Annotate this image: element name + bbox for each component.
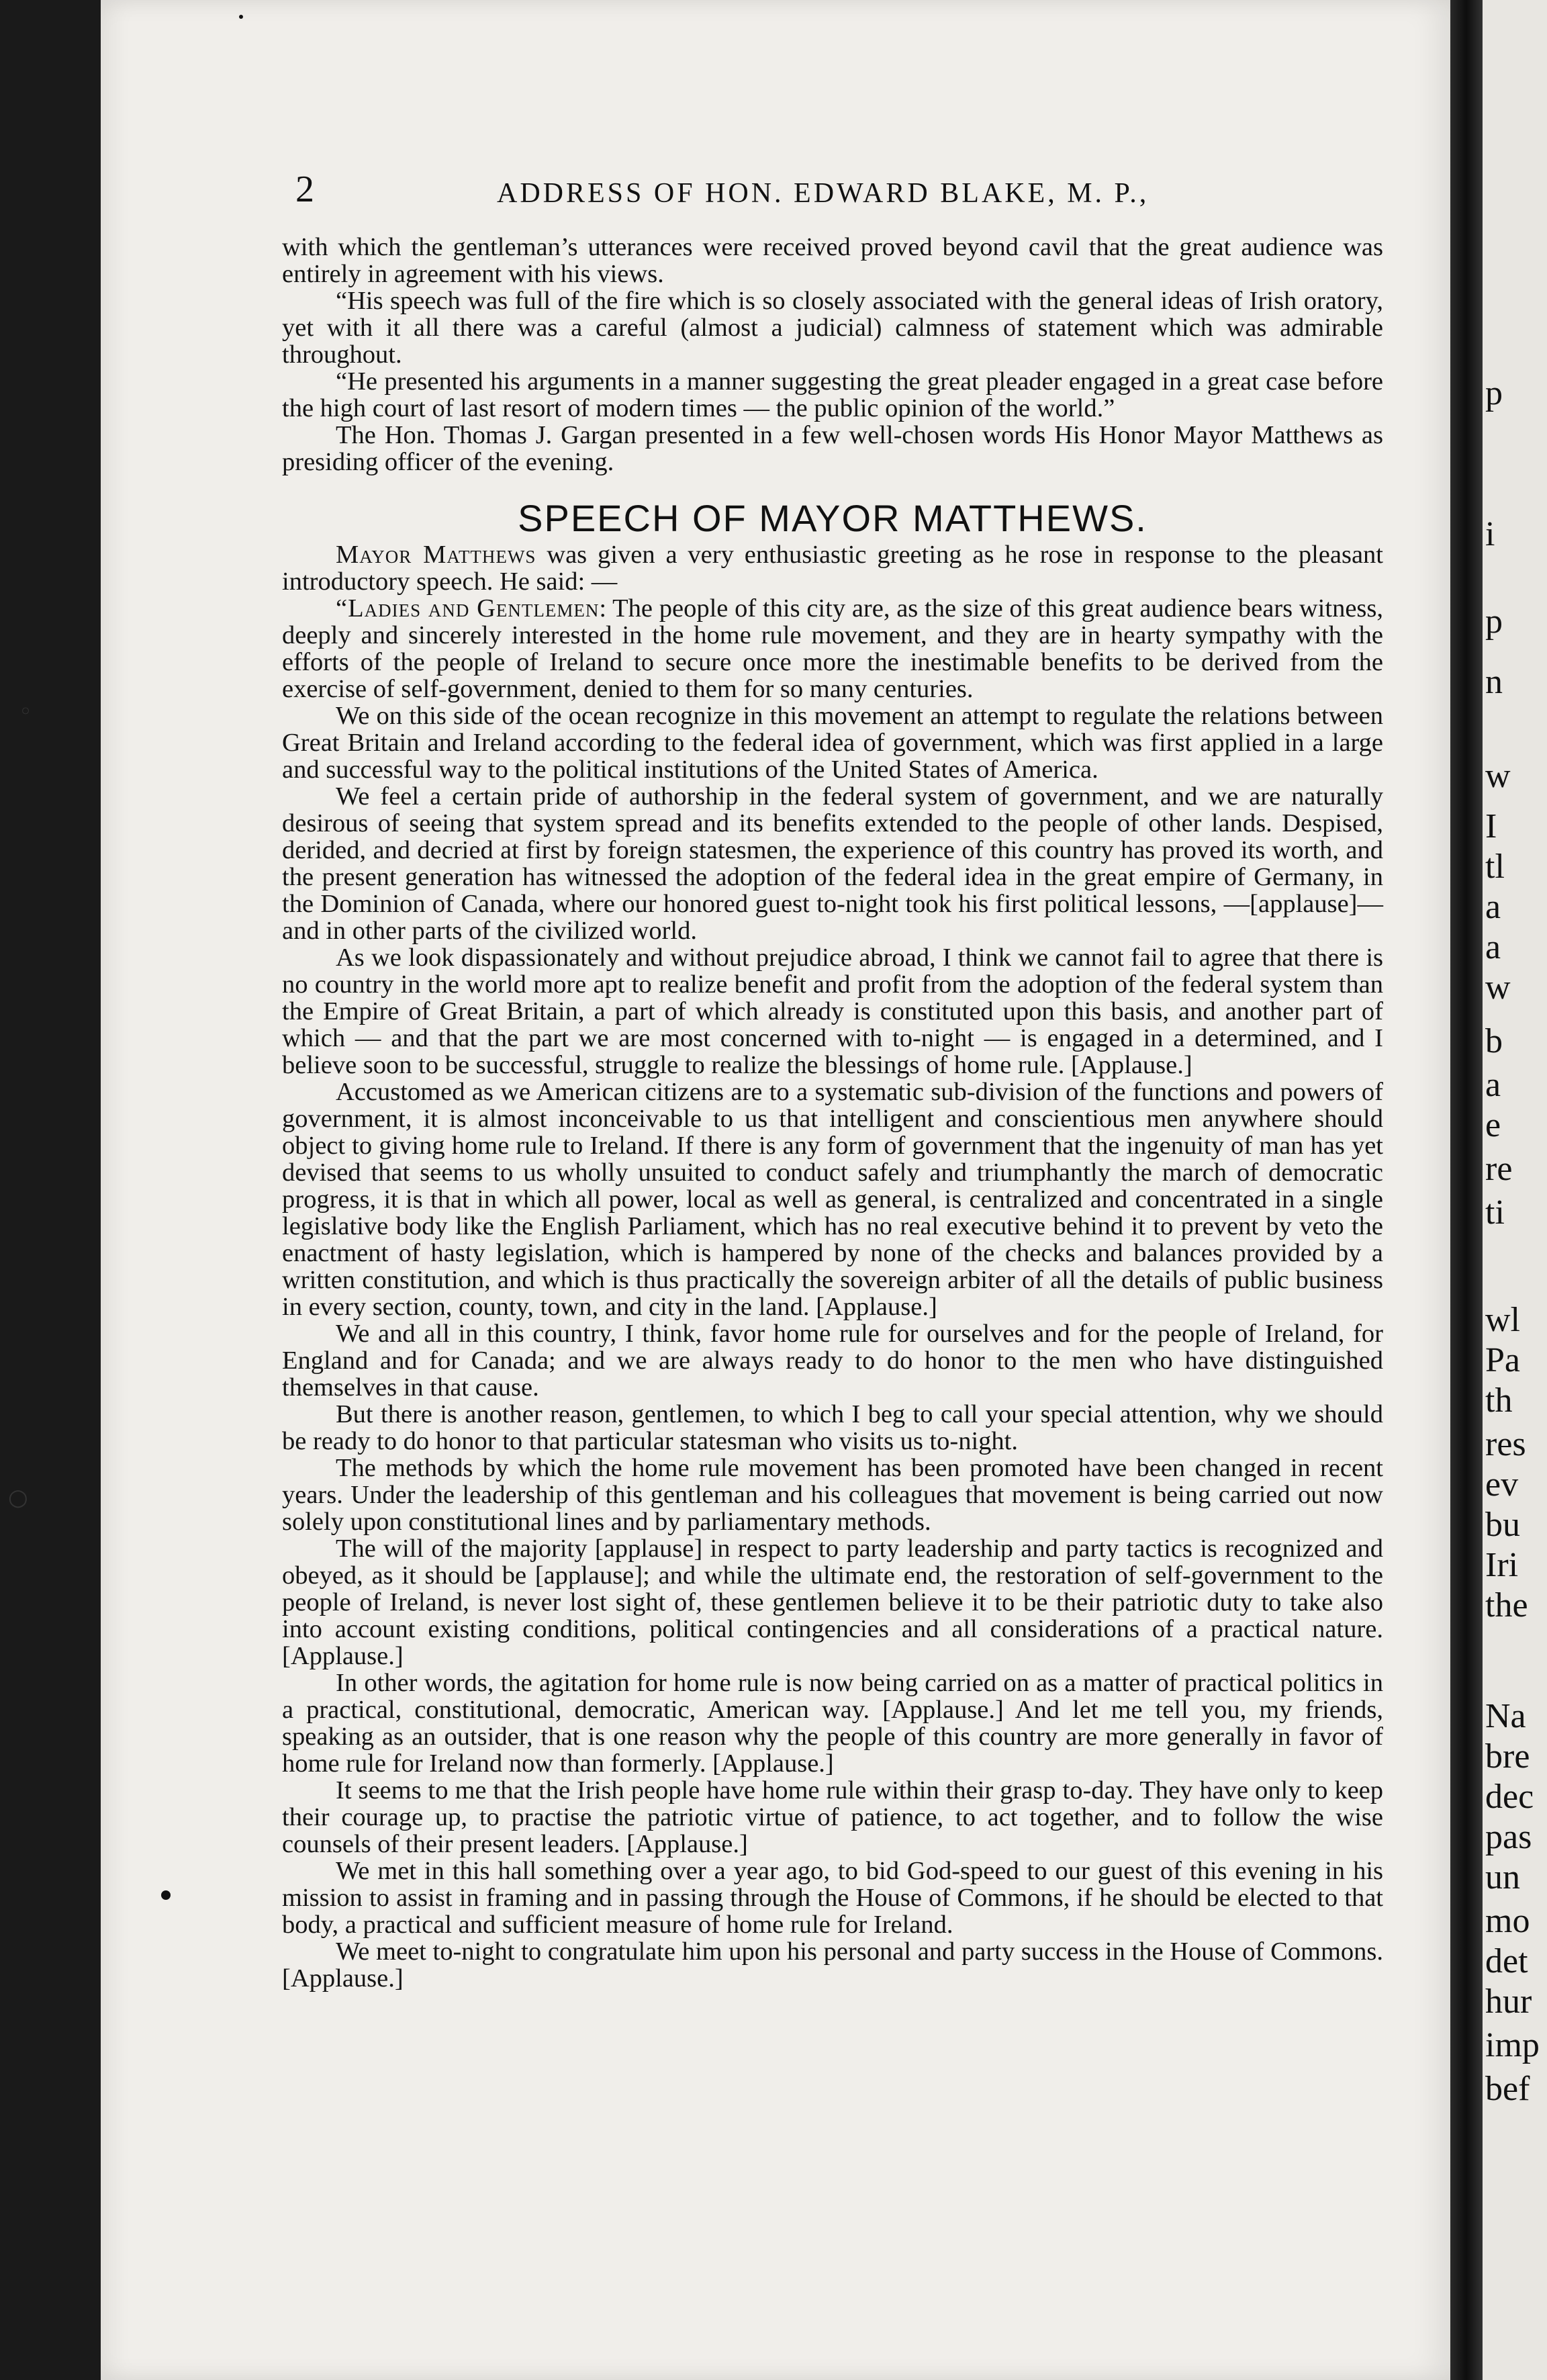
- intro-section: [282, 234, 1383, 475]
- facing-page-fragment: imp: [1485, 2026, 1540, 2064]
- facing-page-fragment: ti: [1485, 1193, 1505, 1232]
- facing-page-fragment: th: [1485, 1381, 1513, 1420]
- facing-page-fragment: a: [1485, 1066, 1501, 1104]
- ink-spot-icon: [161, 1890, 171, 1900]
- speech-paragraph: As we look dispassionately and without prejudice abroad, I think we cannot fail to agree that there is no country in the world more apt to realize benefit and profit from the adoption of the federal system than the Empire of Great Britain, a part of which already is constituted upon this basis, and another part of which — and that the part we are most concerned with to-night — is engaged in a determined, and I believe soon to be successful, struggle to realize the blessings of home rule. [Applause.]: [282, 944, 1383, 1079]
- facing-page-fragment: un: [1485, 1858, 1520, 1896]
- facing-page-fragment: e: [1485, 1106, 1501, 1144]
- facing-page-edge: [1483, 0, 1547, 2380]
- margin-ring-icon: ◦: [19, 698, 33, 725]
- intro-paragraph: “He presented his arguments in a manner suggesting the great pleader engaged in a great case before the high court of last resort of modern times — the public opinion of the world.”: [282, 367, 1383, 422]
- speech-paragraph: The methods by which the home rule movement has been promoted have been changed in recent years. Under the leadership of this gentleman and his colleagues that movement is being carried out now solely upon constitutional lines and by parliamentary methods.: [282, 1454, 1383, 1536]
- facing-page-fragment: dec: [1485, 1778, 1534, 1816]
- facing-page-fragment: n: [1485, 663, 1503, 701]
- facing-page-fragment: Na: [1485, 1697, 1526, 1735]
- facing-page-fragment: p: [1485, 374, 1503, 412]
- speech-paragraph: We feel a certain pride of authorship in the federal system of government, and we are naturally desirous of seeing that system spread and its benefits extended to the people of other lands. Despised, derided, and decried at first by foreign statesmen, the experience of this country has proved its worth, and the present generation has witnessed the adoption of the federal idea in the great empire of Germany, in the Dominion of Canada, where our honored guest to-night took his first political lessons, —[applause]— and in other parts of the civilized world.: [282, 782, 1383, 945]
- facing-page-fragment: pas: [1485, 1818, 1532, 1856]
- intro-paragraph: “His speech was full of the fire which is so closely associated with the general ideas of Irish oratory, yet with it all there was a careful (almost a judicial) calmness of statement which was admirable throughout.: [282, 287, 1383, 369]
- ink-speck-icon: [239, 15, 243, 19]
- running-head: ADDRESS OF HON. EDWARD BLAKE, M. P.,: [497, 178, 1150, 209]
- margin-circle-icon: ○: [8, 1484, 28, 1511]
- salutation: “Ladies and Gentlemen: [336, 594, 600, 623]
- speech-paragraph: But there is another reason, gentlemen, to which I beg to call your special attention, why we should be ready to do honor to that particular statesman who visits us to-night.: [282, 1400, 1383, 1455]
- speech-lead-paragraph: [282, 541, 1383, 595]
- book-gutter: [1450, 0, 1483, 2380]
- facing-page-fragment: bef: [1485, 2070, 1530, 2108]
- speech-paragraph: The will of the majority [applause] in respect to party leadership and party tactics is recognized and obeyed, as it should be [applause]; and while the ultimate end, the restoration of self-government to the people of Ireland, is never lost sight of, these gentlemen believe it to be their patriotic duty to take also into account existing conditions, political contingencies and all considerations of a practical nature. [Applause.]: [282, 1535, 1383, 1670]
- facing-page-fragment: wl: [1485, 1301, 1520, 1339]
- page-number: 2: [295, 169, 314, 210]
- facing-page-fragment: bu: [1485, 1506, 1520, 1544]
- facing-page-fragment: p: [1485, 602, 1503, 641]
- facing-page-fragment: det: [1485, 1942, 1528, 1980]
- speech-paragraph: Accustomed as we American citizens are to a systematic sub-division of the functions and powers of government, it is almost inconceivable to us that intelligent and conscientious men anywhere should object to giving home rule to Ireland. If there is any form of government that the ingenuity of man has yet devised that seems to us wholly unsuited to conduct safely and triumphantly the march of democratic progress, it is that in which all power, local as well as general, is centralized and concentrated in a single legislative body like the English Parliament, which has no real executive behind it to prevent by veto the enactment of hasty legislation, which is hampered by none of the checks and balances provided by a written constitution, and which is thus practically the sovereign arbiter of all the details of public business in every section, county, town, and city in the land. [Applause.]: [282, 1078, 1383, 1321]
- facing-page-fragment: Pa: [1485, 1341, 1520, 1379]
- salutation-text: : The people of this city are, as the size of this great audience bears witness, deeply and sincerely interested in the home rule movement, and they are in hearty sympathy with the efforts of the people of Ireland to secure once more the inestimable benefits to be derived from the exercise of self-government, denied to them for so many centuries.: [282, 594, 1383, 703]
- facing-page-fragment: i: [1485, 515, 1495, 553]
- speech-lead-text: was given a very enthusiastic greeting as he rose in response to the pleasant introductory speech. He said: —: [282, 541, 1383, 596]
- facing-page-fragment: Iri: [1485, 1546, 1519, 1584]
- facing-page-fragment: b: [1485, 1022, 1503, 1060]
- speech-paragraph: We and all in this country, I think, favor home rule for ourselves and for the people of Ireland, for England and for Canada; and we are always ready to do honor to the men who have distinguished themselves in that cause.: [282, 1320, 1383, 1402]
- page-body: [282, 234, 1383, 1992]
- facing-page-fragment: res: [1485, 1425, 1526, 1463]
- facing-page-fragment: a: [1485, 888, 1501, 926]
- intro-paragraph: with which the gentleman’s utterances were received proved beyond cavil that the great audience was entirely in agreement with his views.: [282, 233, 1383, 288]
- speech-paragraph: It seems to me that the Irish people have home rule within their grasp to-day. They have only to keep their courage up, to practise the patriotic virtue of patience, to act together, and to follow the wise counsels of their present leaders. [Applause.]: [282, 1776, 1383, 1858]
- facing-page-fragment: re: [1485, 1150, 1513, 1188]
- speech-paragraph: We meet to-night to congratulate him upon his personal and party success in the House of Commons. [Applause.]: [282, 1937, 1383, 1993]
- facing-page-fragment: the: [1485, 1586, 1528, 1624]
- speech-paragraph: In other words, the agitation for home rule is now being carried on as a matter of practical politics in a practical, constitutional, democratic, American way. [Applause.] And let me tell you, my friends, speaking as an outsider, that is one reason why the people of this country are more generally in favor of home rule for Ireland now than formerly. [Applause.]: [282, 1669, 1383, 1778]
- salutation-paragraph: [282, 595, 1383, 702]
- speech-title: SPEECH OF MAYOR MATTHEWS.: [518, 497, 1147, 539]
- facing-page-fragment: ev: [1485, 1465, 1519, 1504]
- page-header: [0, 168, 1547, 222]
- facing-page-fragment: tl: [1485, 848, 1505, 886]
- facing-page-fragment: a: [1485, 928, 1501, 966]
- intro-paragraph: The Hon. Thomas J. Gargan presented in a few well-chosen words His Honor Mayor Matthews as presiding officer of the evening.: [282, 421, 1383, 476]
- facing-page-fragment: I: [1485, 807, 1497, 845]
- speech-paragraph: We met in this hall something over a year ago, to bid God-speed to our guest of this evening in his mission to assist in framing and in passing through the House of Commons, if he should be elected to that body, a practical and sufficient measure of home rule for Ireland.: [282, 1857, 1383, 1939]
- facing-page-fragment: bre: [1485, 1737, 1530, 1776]
- facing-page-fragment: mo: [1485, 1902, 1530, 1940]
- speaker-name: Mayor Matthews: [336, 541, 536, 569]
- facing-page-fragment: hur: [1485, 1982, 1532, 2021]
- speech-paragraph: We on this side of the ocean recognize in this movement an attempt to regulate the relations between Great Britain and Ireland according to the federal idea of government, which was first applied in a large and successful way to the political institutions of the United States of America.: [282, 702, 1383, 784]
- facing-page-fragment: w: [1485, 968, 1511, 1007]
- speech-paragraphs: [282, 702, 1383, 1992]
- facing-page-fragment: w: [1485, 757, 1511, 795]
